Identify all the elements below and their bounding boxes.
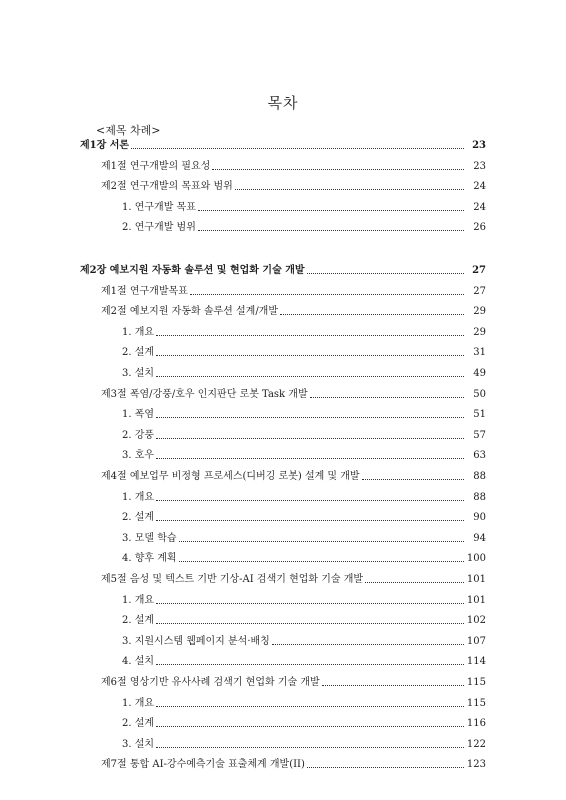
dot-leader <box>179 561 464 562</box>
toc-entry[interactable] <box>101 755 486 771</box>
toc-entry-page: 49 <box>473 368 486 379</box>
toc-entry[interactable] <box>122 632 486 648</box>
dot-leader <box>156 726 464 727</box>
toc-entry[interactable] <box>122 323 486 339</box>
dot-leader <box>198 230 464 231</box>
toc-entry[interactable] <box>122 364 486 380</box>
dot-leader <box>156 355 464 356</box>
toc-entry[interactable] <box>122 549 486 565</box>
toc-entry[interactable] <box>122 508 486 524</box>
dot-leader <box>156 706 464 707</box>
toc-entry-page: 24 <box>473 181 486 193</box>
toc-entry-label: 제6절 영상기반 유사사례 검색기 현업화 기술 개발 <box>101 677 320 688</box>
toc-entry-page: 88 <box>473 471 486 482</box>
toc-entry-page: 24 <box>473 201 486 213</box>
toc-entry[interactable] <box>101 157 486 173</box>
toc-entry-page: 102 <box>466 615 486 627</box>
toc-entry-page: 50 <box>473 388 486 400</box>
toc-entry-label: 제5절 음성 및 텍스트 기반 기상-AI 검색기 현업화 기술 개발 <box>101 574 364 585</box>
toc-entry[interactable] <box>101 385 486 401</box>
toc-entry[interactable] <box>122 198 486 214</box>
toc-entry[interactable] <box>122 611 486 627</box>
toc-entry-label: 1. 개요 <box>122 594 155 606</box>
dot-leader <box>272 644 464 645</box>
toc-entry-page: 101 <box>466 594 486 606</box>
dot-leader <box>235 189 464 190</box>
toc-entry-label: 4. 향후 계획 <box>122 553 177 565</box>
toc-entry-label: 제2절 연구개발의 목표와 범위 <box>101 181 233 193</box>
toc-entry-label: 1. 연구개발 목표 <box>122 201 196 213</box>
toc-entry-label: 제2장 예보지원 자동화 솔루션 및 현업화 기술 개발 <box>80 265 305 276</box>
toc-entry-page: 90 <box>473 512 486 524</box>
toc-entry[interactable] <box>122 529 486 545</box>
toc-entry-label: 2. 설계 <box>122 718 155 730</box>
toc-entry-page: 29 <box>473 306 486 318</box>
toc-entry[interactable] <box>122 591 486 607</box>
toc-entry-page: 63 <box>473 450 486 462</box>
dot-leader <box>307 767 464 768</box>
toc-entry-label: 2. 설계 <box>122 615 155 627</box>
dot-leader <box>156 417 464 418</box>
toc-entry-page: 57 <box>473 429 486 441</box>
toc-entry[interactable] <box>101 570 486 586</box>
toc-subtitle: <제목 차례> <box>96 124 161 137</box>
toc-entry[interactable] <box>122 652 486 668</box>
toc-entry[interactable] <box>122 488 486 504</box>
dot-leader <box>156 376 464 377</box>
toc-entry-label: 제2절 예보지원 자동화 솔루션 설계/개발 <box>101 306 279 318</box>
toc-entry-label: 제1장 서론 <box>80 140 130 151</box>
toc-entry-label: 3. 호우 <box>122 450 155 462</box>
dot-leader <box>310 397 464 398</box>
toc-entry[interactable] <box>101 302 486 318</box>
dot-leader <box>156 664 464 665</box>
toc-entry-page: 29 <box>473 326 486 338</box>
toc-entry-label: 3. 설치 <box>122 738 155 750</box>
toc-entry-page: 88 <box>473 491 486 503</box>
dot-leader <box>156 438 464 439</box>
toc-entry-label: 제7절 통합 AI-강수예측기술 표출체계 개발(II) <box>101 759 305 771</box>
toc-entry-label: 3. 지원시스템 웹페이지 분석·배칭 <box>122 635 270 647</box>
toc-entry[interactable] <box>122 735 486 751</box>
toc-entry-label: 2. 설계 <box>122 347 155 359</box>
toc-entry-label: 4. 설치 <box>122 656 155 668</box>
dot-leader <box>156 747 464 748</box>
toc-entry[interactable] <box>122 343 486 359</box>
toc-entry-label: 제1절 연구개발의 필요성 <box>101 160 211 172</box>
toc-entry-label: 2. 강풍 <box>122 429 155 441</box>
toc-entry[interactable] <box>122 218 486 234</box>
toc-entry-page: 31 <box>473 347 486 359</box>
toc-entry[interactable] <box>101 177 486 193</box>
toc-entry-label: 3. 설치 <box>122 368 155 379</box>
dot-leader <box>365 582 464 583</box>
toc-entry-label: 제1절 연구개발목표 <box>101 285 188 297</box>
toc-entry-page: 116 <box>466 718 486 730</box>
toc-entry[interactable] <box>122 446 486 462</box>
toc-entry-page: 123 <box>466 759 486 771</box>
toc-entry[interactable] <box>122 405 486 421</box>
toc-entry-page: 100 <box>466 553 486 565</box>
toc-entry-label: 1. 폭염 <box>122 409 155 421</box>
toc-entry[interactable] <box>80 136 486 152</box>
toc-entry[interactable] <box>101 673 486 689</box>
dot-leader <box>362 479 464 480</box>
toc-entry-page: 27 <box>473 285 486 297</box>
toc-entry-page: 26 <box>473 222 486 234</box>
toc-entry-page: 51 <box>473 409 486 421</box>
toc-entry[interactable] <box>101 467 486 483</box>
dot-leader <box>212 169 464 170</box>
dot-leader <box>190 294 464 295</box>
dot-leader <box>156 520 464 521</box>
dot-leader <box>280 314 464 315</box>
toc-entry[interactable] <box>122 714 486 730</box>
toc-entry-label: 1. 개요 <box>122 491 155 503</box>
toc-entry-label: 1. 개요 <box>122 697 155 709</box>
toc-entry-label: 3. 모델 학습 <box>122 532 177 544</box>
toc-entry-page: 114 <box>466 656 486 668</box>
toc-entry-label: 1. 개요 <box>122 326 155 338</box>
dot-leader <box>156 335 464 336</box>
dot-leader <box>156 603 464 604</box>
toc-entry-label: 2. 연구개발 범위 <box>122 222 196 234</box>
dot-leader <box>156 458 464 459</box>
toc-entry-page: 27 <box>472 265 486 276</box>
toc-entry[interactable] <box>80 261 486 277</box>
toc-entry-page: 23 <box>473 160 486 172</box>
toc-entry-page: 23 <box>472 140 486 151</box>
toc-entry[interactable] <box>122 694 486 710</box>
dot-leader <box>131 148 464 149</box>
dot-leader <box>307 273 464 274</box>
dot-leader <box>156 623 464 624</box>
toc-entry-page: 107 <box>466 635 486 647</box>
toc-entry-page: 101 <box>466 574 486 585</box>
toc-entry-page: 94 <box>473 532 486 544</box>
toc-entry-page: 122 <box>466 738 486 750</box>
toc-entry-label: 2. 설계 <box>122 512 155 524</box>
toc-entry-label: 제4절 예보업무 비정형 프로세스(디버깅 로봇) 설계 및 개발 <box>101 471 360 482</box>
toc-entry[interactable] <box>101 282 486 298</box>
dot-leader <box>322 685 464 686</box>
dot-leader <box>198 210 464 211</box>
dot-leader <box>179 541 464 542</box>
toc-entry-label: 제3절 폭염/강풍/호우 인지판단 로봇 Task 개발 <box>101 388 308 400</box>
page-title: 목차 <box>267 94 299 112</box>
toc-entry-page: 115 <box>466 677 486 688</box>
dot-leader <box>156 500 464 501</box>
toc-entry-page: 115 <box>466 697 486 709</box>
toc-entry[interactable] <box>122 426 486 442</box>
